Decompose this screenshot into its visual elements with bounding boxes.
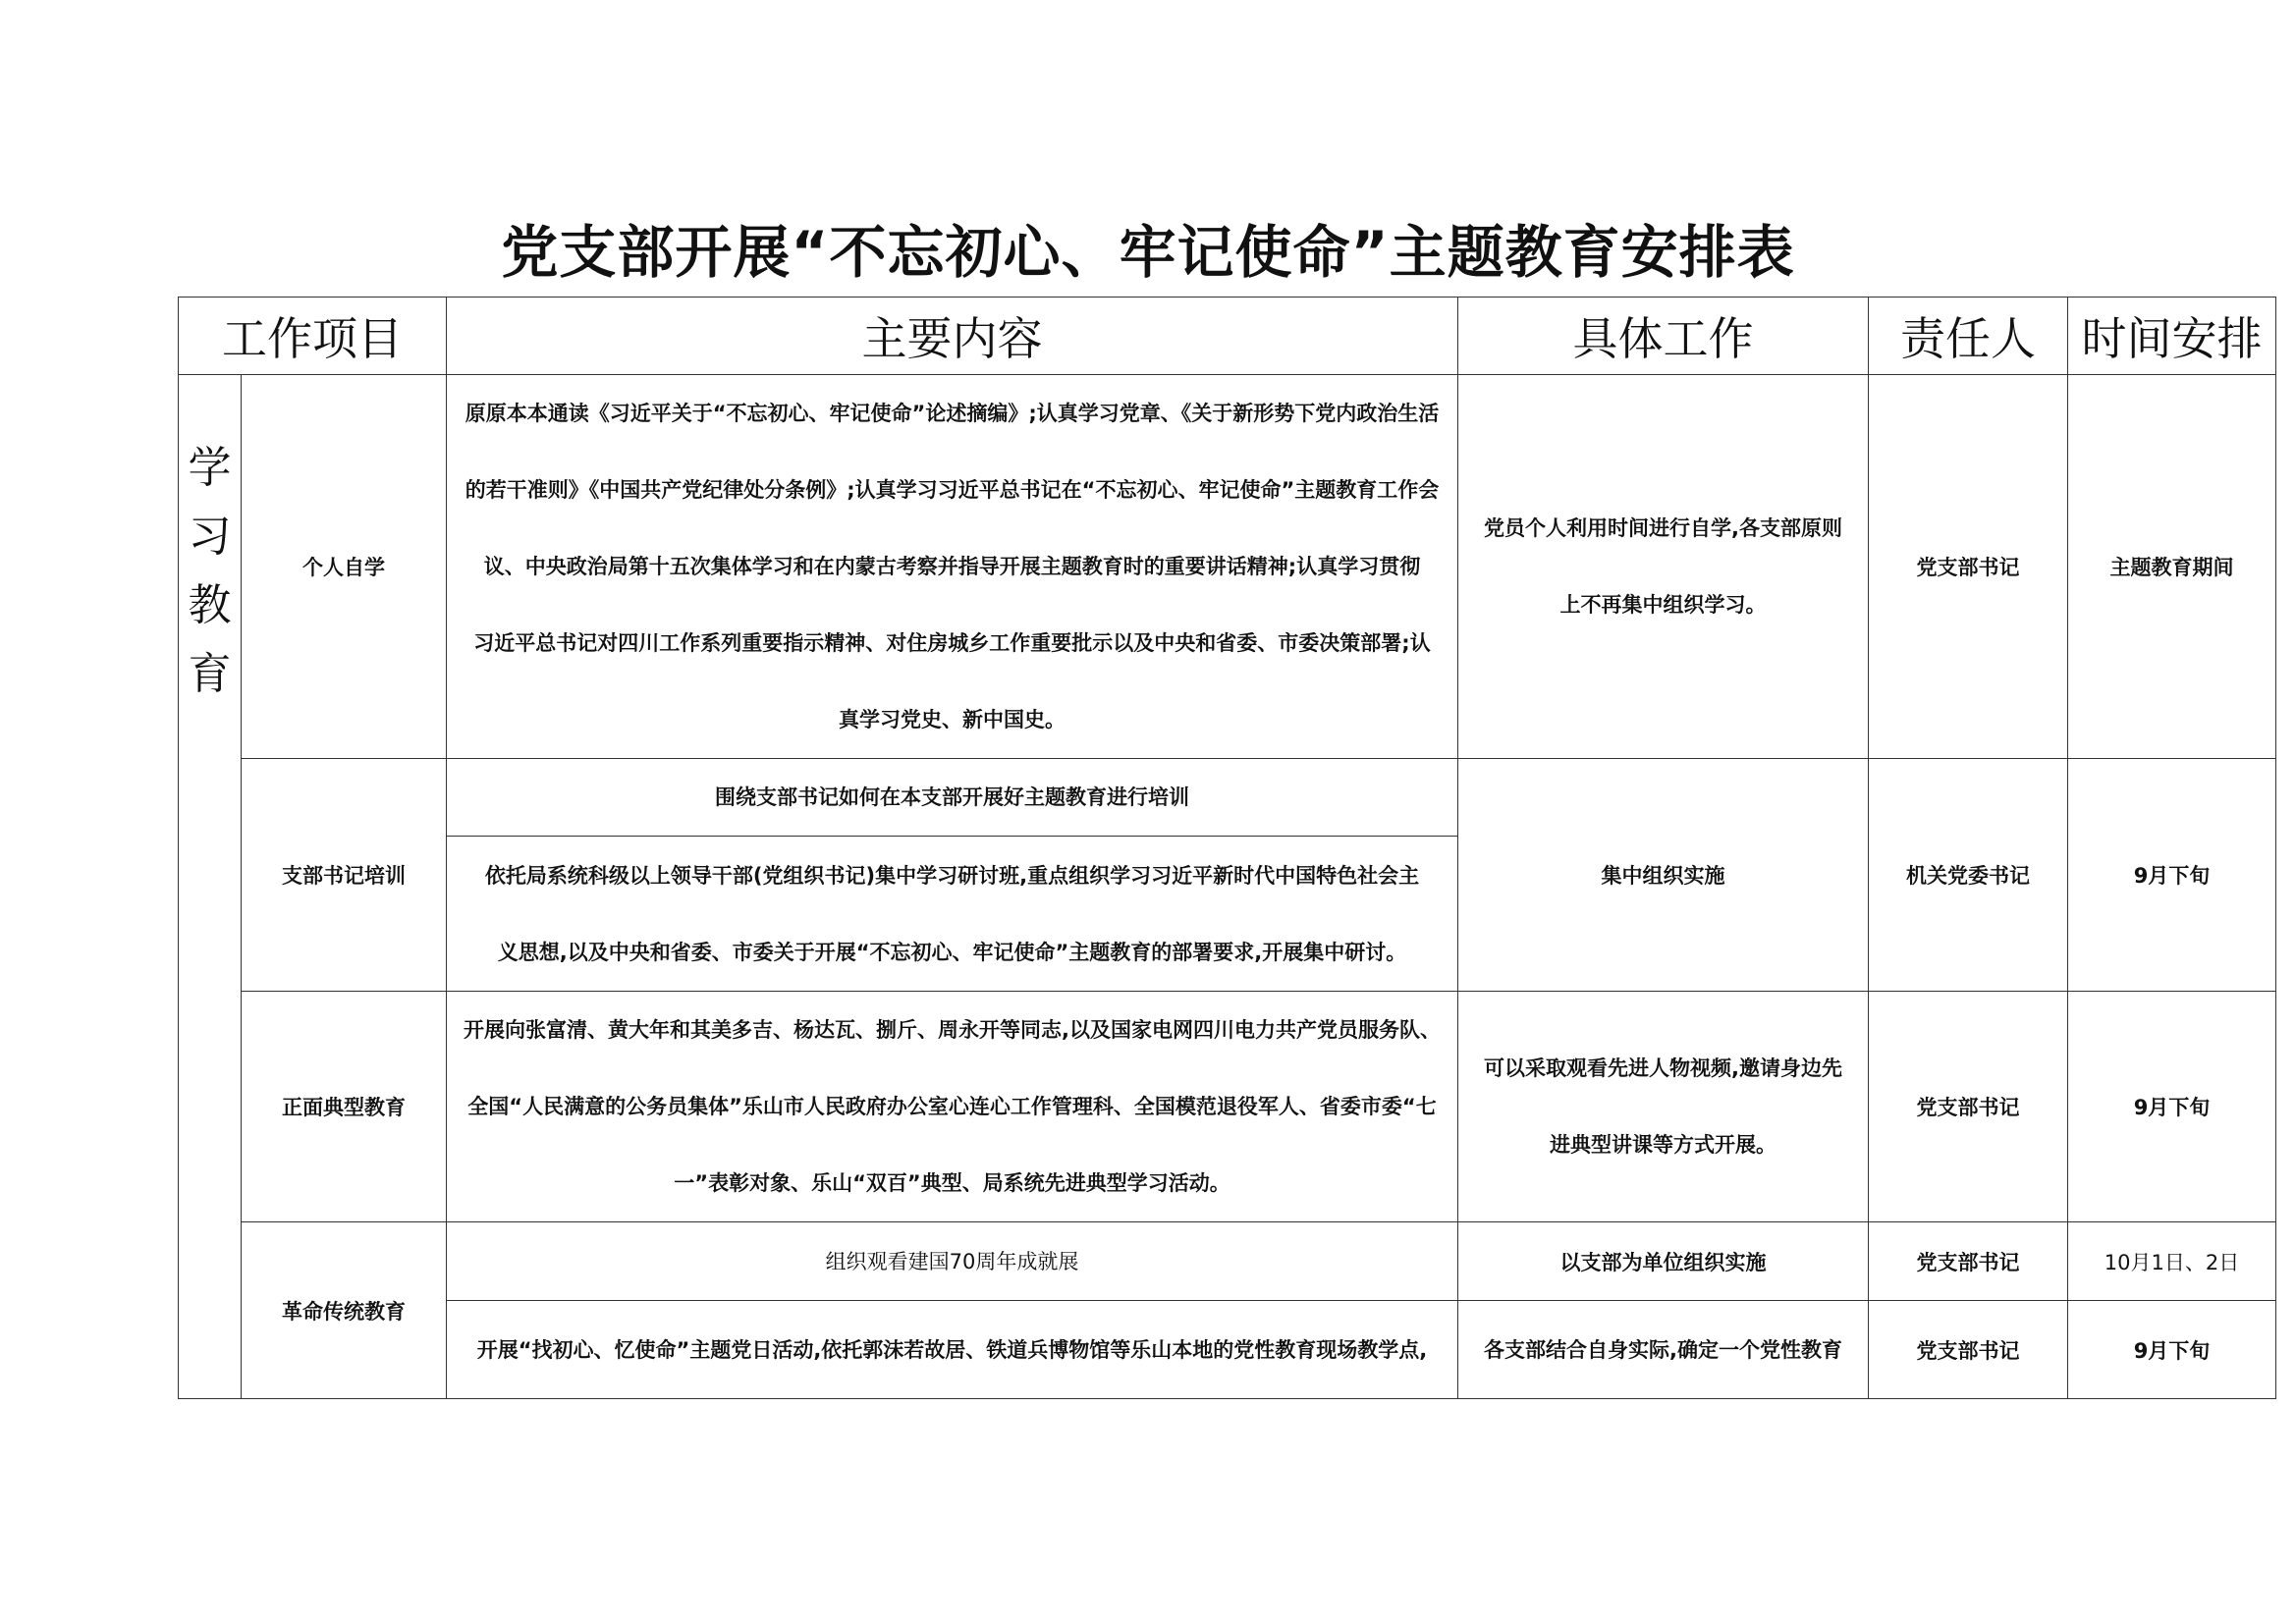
content-cell (447, 992, 1458, 1222)
time-cell: 10月1日、2日 (2068, 1222, 2276, 1301)
person-cell: 党支部书记 (1869, 375, 2068, 759)
header-work: 具体工作 (1458, 298, 1869, 375)
project-cell: 革命传统教育 (242, 1222, 447, 1399)
work-line: 党员个人利用时间进行自学,各支部原则 (1484, 516, 1842, 540)
category-char: 育 (188, 649, 232, 699)
content-line: 义思想,以及中央和省委、市委关于开展“不忘初心、牢记使命”主题教育的部署要求,开展集中研讨。 (497, 940, 1407, 964)
content-cell: 围绕支部书记如何在本支部开展好主题教育进行培训 (447, 759, 1458, 837)
work-line: 可以采取观看先进人物视频,邀请身边先 (1484, 1056, 1842, 1080)
project-cell: 正面典型教育 (242, 992, 447, 1222)
content-line: 依托局系统科级以上领导干部(党组织书记)集中学习研讨班,重点组织学习习近平新时代中国特色社会主 (484, 863, 1420, 888)
person-cell: 党支部书记 (1869, 1301, 2068, 1399)
time-cell: 主题教育期间 (2068, 375, 2276, 759)
category-cell (179, 375, 242, 1399)
time-cell: 9月下旬 (2068, 992, 2276, 1222)
person-cell: 机关党委书记 (1869, 759, 2068, 992)
content-cell: 组织观看建国70周年成就展 (447, 1222, 1458, 1301)
schedule-table (178, 297, 2276, 1399)
content-line: 议、中央政治局第十五次集体学习和在内蒙古考察并指导开展主题教育时的重要讲话精神;认真学习贯彻 (483, 555, 1421, 578)
category-char: 学 (188, 443, 232, 493)
person-cell: 党支部书记 (1869, 1222, 2068, 1301)
table-row (179, 759, 2276, 837)
content-cell: 开展“找初心、忆使命”主题党日活动,依托郭沫若故居、铁道兵博物馆等乐山本地的党性教育现场教学点, (447, 1301, 1458, 1399)
table-row (179, 375, 2276, 759)
page-title: 党支部开展“不忘初心、牢记使命”主题教育安排表 (501, 219, 1795, 286)
project-cell: 个人自学 (242, 375, 447, 759)
content-line: 习近平总书记对四川工作系列重要指示精神、对住房城乡工作重要批示以及中央和省委、市委决策部署;认 (473, 631, 1431, 655)
content-line: 真学习党史、新中国史。 (839, 708, 1066, 731)
header-project: 工作项目 (179, 298, 447, 375)
work-cell: 各支部结合自身实际,确定一个党性教育 (1458, 1301, 1869, 1399)
content-cell (447, 837, 1458, 992)
header-person: 责任人 (1869, 298, 2068, 375)
work-line: 上不再集中组织学习。 (1559, 593, 1767, 617)
person-cell: 党支部书记 (1869, 992, 2068, 1222)
table-row (179, 1301, 2276, 1399)
table-row (179, 1222, 2276, 1301)
content-cell (447, 375, 1458, 759)
category-char: 习 (188, 512, 232, 562)
category-char: 教 (188, 580, 232, 630)
header-time: 时间安排 (2068, 298, 2276, 375)
content-line: 全国“人民满意的公务员集体”乐山市人民政府办公室心连心工作管理科、全国模范退役军人、省委市委“七 (467, 1095, 1437, 1118)
work-cell (1458, 992, 1869, 1222)
header-row (179, 298, 2276, 375)
content-line: 一”表彰对象、乐山“双百”典型、局系统先进典型学习活动。 (674, 1171, 1230, 1195)
table-row (179, 992, 2276, 1222)
content-line: 的若干准则》《中国共产党纪律处分条例》;认真学习习近平总书记在“不忘初心、牢记使命”主题教育工作会 (465, 478, 1440, 502)
header-content: 主要内容 (447, 298, 1458, 375)
work-line: 进典型讲课等方式开展。 (1550, 1133, 1777, 1157)
time-cell: 9月下旬 (2068, 1301, 2276, 1399)
content-line: 原原本本通读《习近平关于“不忘初心、牢记使命”论述摘编》;认真学习党章、《关于新形势下党内政治生活 (465, 402, 1440, 425)
work-cell (1458, 375, 1869, 759)
project-cell: 支部书记培训 (242, 759, 447, 992)
work-cell: 以支部为单位组织实施 (1458, 1222, 1869, 1301)
time-cell: 9月下旬 (2068, 759, 2276, 992)
content-line: 开展向张富清、黄大年和其美多吉、杨达瓦、捌斤、周永开等同志,以及国家电网四川电力共产党员服务队、 (464, 1018, 1441, 1042)
work-cell: 集中组织实施 (1458, 759, 1869, 992)
